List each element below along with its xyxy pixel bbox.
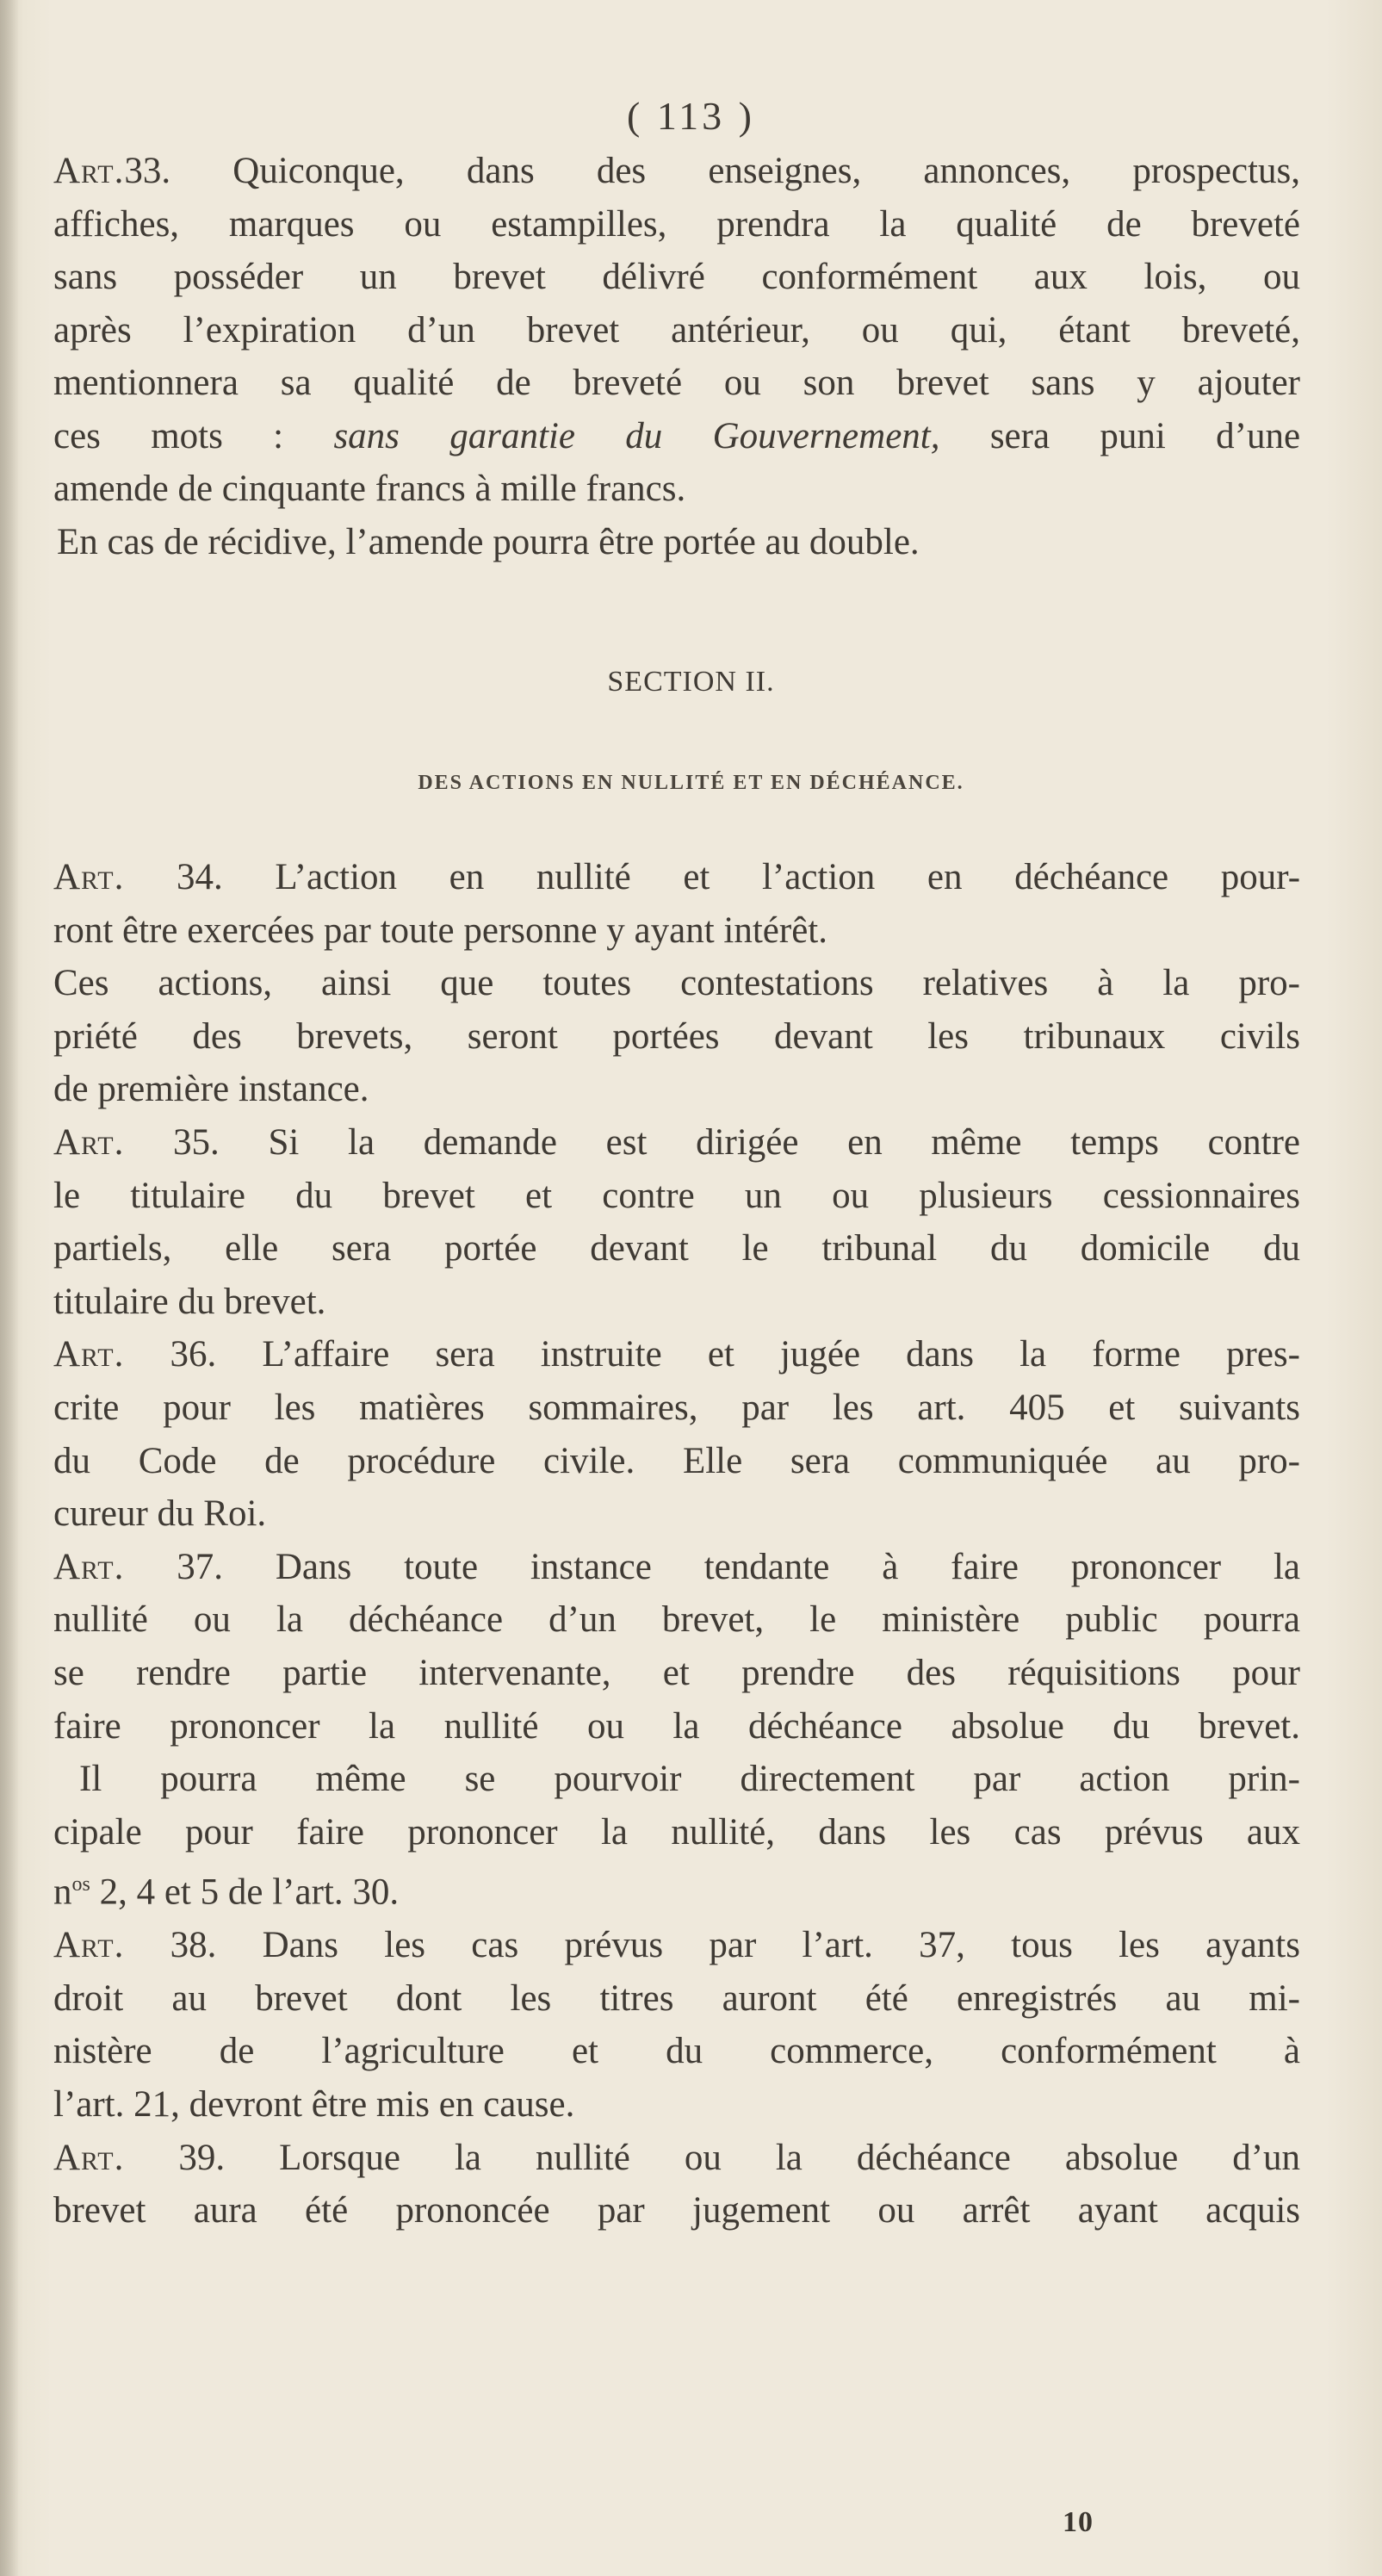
article-35-line-1: Art. 35. Si la demande est dirigée en même temps contre: [53, 1121, 1301, 1163]
article-label: Art.: [53, 1546, 125, 1587]
article-33-line-1: Art.33. Quiconque, dans des enseignes, annonces, prospectus,: [53, 151, 1300, 191]
article-37-line-2: nullité ou la déchéance d’un brevet, le ministère public pourra: [53, 1599, 1300, 1641]
article-33-block: [53, 145, 1300, 568]
article-39-line-2: brevet aura été prononcée par jugement ou arrêt ayant acquis: [53, 2190, 1300, 2231]
article-37-line-4: faire prononcer la nullité ou la déchéance absolue du brevet.: [53, 1705, 1300, 1747]
article-38-line-2: droit au brevet dont les titres auront été enregistrés au mi-: [53, 1977, 1300, 2019]
article-37-p2-line-1: Il pourra même se pourvoir directement par action prin-: [79, 1759, 1300, 1800]
article-label: Art.: [53, 151, 125, 191]
article-number: 39.: [178, 2137, 226, 2178]
article-label: Art.: [53, 2137, 125, 2178]
article-number: 36.: [170, 1334, 217, 1375]
article-36-line-3: du Code de procédure civile. Elle sera communiquée au pro-: [53, 1440, 1300, 1481]
article-36-line-2: crite pour les matières sommaires, par les art. 405 et suivants: [53, 1387, 1300, 1428]
italic-phrase: sans garantie du Gouvernement,: [333, 415, 940, 456]
article-number: 38.: [170, 1925, 217, 1966]
section-title: SECTION II.: [607, 666, 775, 698]
article-34-p2-line-3: de première instance.: [53, 1069, 369, 1110]
article-label: Art.: [53, 1121, 125, 1163]
gutter-shadow: [0, 0, 19, 2576]
article-38-line-3: nistère de l’agriculture et du commerce, conformément à: [53, 2031, 1300, 2072]
article-number: 35.: [173, 1121, 220, 1163]
article-33-line-6: ces mots : sans garantie du Gouvernement, sera puni d’une: [53, 415, 1301, 456]
article-37-line-3: se rendre partie intervenante, et prendre des réquisitions pour: [53, 1652, 1300, 1693]
article-34-p2-line-2: priété des brevets, seront portées devant les tribunaux civils: [53, 1015, 1300, 1057]
article-37-line-1: Art. 37. Dans toute instance tendante à faire prononcer la: [53, 1546, 1301, 1587]
article-38-line-1: Art. 38. Dans les cas prévus par l’art. 37, tous les ayants: [53, 1925, 1300, 1966]
article-36-line-4: cureur du Roi.: [53, 1493, 267, 1535]
article-number: 34.: [176, 857, 223, 897]
article-38-line-4: l’art. 21, devront être mis en cause.: [53, 2083, 575, 2125]
article-label: Art.: [53, 1925, 125, 1966]
article-33-line-5: mentionnera sa qualité de breveté ou son brevet sans y ajouter: [53, 363, 1300, 403]
articles-34-39: [53, 851, 1300, 2238]
article-33-line-3: sans posséder un brevet délivré conformément aux lois, ou: [53, 257, 1300, 297]
article-label: Art.: [53, 1334, 125, 1375]
page-number: ( 113 ): [627, 94, 755, 138]
article-36-line-1: Art. 36. L’affaire sera instruite et jugée dans la forme pres-: [53, 1334, 1300, 1375]
article-39-line-1: Art. 39. Lorsque la nullité ou la déchéance absolue d’un: [53, 2137, 1301, 2178]
article-33-recidive: En cas de récidive, l’amende pourra être portée au double.: [57, 521, 920, 562]
article-33-line-4: après l’expiration d’un brevet antérieur, ou qui, étant breveté,: [53, 309, 1300, 351]
article-37-p2-line-3: $n^{os}$ 2, 4 et 5 de l’art. 30.: [53, 1871, 400, 1913]
signature-mark: 10: [1063, 2506, 1094, 2538]
article-33-line-2: affiches, marques ou estampilles, prendra la qualité de breveté: [53, 203, 1300, 245]
article-34-line-2: ront être exercées par toute personne y ayant intérêt.: [53, 909, 827, 951]
article-35-line-3: partiels, elle sera portée devant le tribunal du domicile du: [53, 1228, 1300, 1269]
article-number: 33.: [124, 151, 171, 191]
article-34-line-1: Art. 34. L’action en nullité et l’action en déchéance pour-: [53, 857, 1301, 897]
article-label: Art.: [53, 857, 125, 897]
article-number: 37.: [177, 1546, 223, 1587]
article-34-p2-line-1: Ces actions, ainsi que toutes contestations relatives à la pro-: [53, 963, 1300, 1004]
article-33-line-7: amende de cinquante francs à mille francs.: [53, 469, 686, 509]
superscript: os: [71, 1873, 90, 1896]
article-35-line-4: titulaire du brevet.: [53, 1281, 326, 1322]
article-37-p2-line-2: cipale pour faire prononcer la nullité, dans les cas prévus aux: [53, 1811, 1300, 1853]
section-subtitle: DES ACTIONS EN NULLITÉ ET EN DÉCHÉANCE.: [418, 772, 964, 794]
article-35-line-2: le titulaire du brevet et contre un ou plusieurs cessionnaires: [53, 1175, 1300, 1216]
